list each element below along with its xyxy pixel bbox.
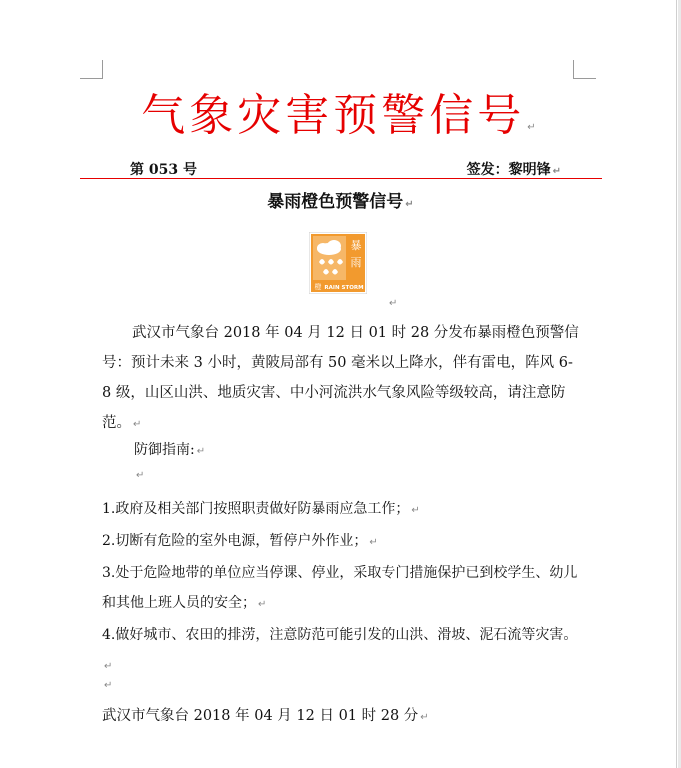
signal-subtitle-text[interactable]: 暴雨橙色预警信号 [267,192,404,212]
alert-paragraph[interactable] [102,318,582,440]
crop-mark-top-right [573,60,596,79]
list-item[interactable] [102,494,582,526]
list-item[interactable] [102,526,582,558]
document-title-text[interactable]: 气象灾害预警信号 [141,90,526,141]
crop-mark-top-left [80,60,103,79]
signer-text[interactable]: 签发：黎明锋 [466,162,551,178]
icon-char-1: 暴 [350,239,362,252]
paragraph-mark: ↵ [258,599,267,610]
guide-heading-text[interactable]: 防御指南: [134,442,195,458]
paragraph-mark: ↵ [420,712,429,723]
paragraph-mark: ↵ [389,298,398,309]
paragraph-mark: ↵ [133,419,142,430]
issuer-footer[interactable] [102,704,429,730]
rainstorm-orange-signal-icon[interactable] [309,232,367,294]
red-divider-line [80,178,602,179]
icon-char-3: 橙 [314,283,322,291]
alert-paragraph-text[interactable]: 武汉市气象台 2018 年 04 月 12 日 01 时 28 分发布暴雨橙色预警信号：预计未来 3 小时，黄陂局部有 50 毫米以上降水，伴有雷电，阵风 6-8 级，山区山洪、地质灾害、中小河流洪水气象风险等级较高，请注意防范。 [102,325,579,431]
guide-item-3[interactable]: 3.处于危险地带的单位应当停课、停业，采取专门措施保护已到校学生、幼儿和其他上班人员的安全； [102,565,578,611]
guide-item-1[interactable]: 1.政府及相关部门按照职责做好防暴雨应急工作； [102,501,410,517]
guide-list [102,494,582,682]
list-item[interactable] [102,558,582,620]
list-item[interactable] [102,620,582,682]
issue-meta-row [130,160,561,180]
guide-item-4[interactable]: 4.做好城市、农田的排涝，注意防范可能引发的山洪、滑坡、泥石流等灾害。 [102,627,578,643]
guide-item-2[interactable]: 2.切断有危险的室外电源，暂停户外作业； [102,533,368,549]
paragraph-mark: ↵ [369,537,378,548]
icon-caption: RAIN STORM [324,285,364,291]
document-title[interactable] [0,88,681,156]
paragraph-mark: ↵ [196,446,206,457]
icon-char-2: 雨 [350,256,362,269]
issue-number[interactable]: 第 053 号 [130,162,197,178]
guide-heading[interactable] [134,438,205,464]
paragraph-mark: ↵ [411,505,420,516]
paragraph-mark: ↵ [104,680,113,691]
paragraph-mark: ↵ [136,470,145,481]
paragraph-mark: ↵ [552,166,561,177]
paragraph-mark: ↵ [405,199,414,210]
issuer-footer-text[interactable]: 武汉市气象台 2018 年 04 月 12 日 01 时 28 分 [102,708,419,724]
paragraph-mark: ↵ [527,122,540,133]
signal-subtitle[interactable] [0,190,681,217]
paragraph-mark: ↵ [104,661,113,672]
